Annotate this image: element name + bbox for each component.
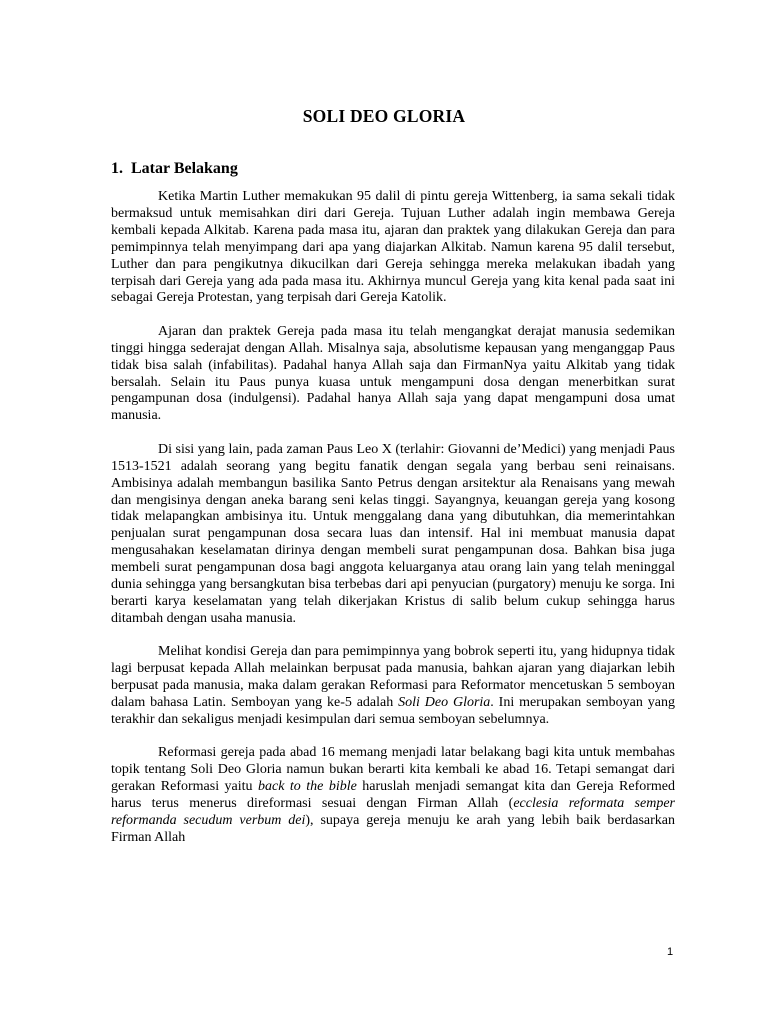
body-text — [111, 189, 675, 863]
paragraph-5-text-b: haruslah menjadi semangat kita dan Gereja Reformed harus terus menerus direformasi sesuai dengan Firman Allah ( — [111, 779, 675, 811]
paragraph-1: Ketika Martin Luther memakukan 95 dalil di pintu gereja Wittenberg, ia sama sekali tidak bermaksud untuk memisahkan diri dari Gereja. Tujuan Luther adalah ingin membawa Gereja kembali kepada Alkitab. Karena pada masa itu, ajaran dan praktek yang dilakukan Gereja dan para pemimpinnya telah menyimpang dari apa yang diajarkan Alkitab. Namun karena 95 dalil tersebut, Luther dan para pengikutnya dikucilkan dari Gereja sehingga mereka melakukan ibadah yang terpisah dari Gereja yang ada pada masa itu. Akhirnya muncul Gereja yang kita kenal pada saat ini sebagai Gereja Protestan, yang terpisah dari Gereja Katolik. — [111, 189, 675, 306]
paragraph-3: Di sisi yang lain, pada zaman Paus Leo X (terlahir: Giovanni de’Medici) yang menjadi Paus 1513-1521 adalah seorang yang begitu fanatik dengan segala yang berbau seni reinaisans. Ambisinya adalah membangun basilika Santo Petrus dengan arsitektur ala Renaisans yang mewah dan mengisinya dengan aneka barang seni kelas tinggi. Sayangnya, keuangan gereja yang kosong tidak melapangkan ambisinya itu. Untuk menggalang dana yang dibutuhkan, dia memerintahkan penjualan surat pengampunan dosa secara luas dan intensif. Hal ini membuat manusia dapat mengusahakan keselamatan dirinya dengan membeli surat pengampunan dosa. Bahkan bisa juga membeli surat pengampunan dosa bagi anggota keluarganya atau orang lain yang telah meninggal dunia sehingga yang bersangkutan bisa terbebas dari api penyucian (purgatory) menuju ke sorga. Ini berarti karya keselamatan yang telah dikerjakan Kristus di salib belum cukup sehingga harus ditambah dengan usaha manusia. — [111, 441, 675, 626]
paragraph-4 — [111, 644, 675, 729]
paragraph-4-text-b: . Ini merupakan semboyan yang terakhir dan sekaligus menjadi kesimpulan dari semua semboyan sebelumnya. — [111, 694, 675, 727]
section-title: Latar Belakang — [131, 160, 238, 177]
paragraph-5 — [111, 745, 675, 846]
section-heading — [111, 160, 238, 178]
document-title: SOLI DEO GLORIA — [302, 106, 466, 126]
paragraph-5-text-a: Reformasi gereja pada abad 16 memang menjadi latar belakang bagi kita untuk membahas topik tentang Soli Deo Gloria namun bukan berarti kita kembali ke abad 16. Tetapi semangat dari gerakan Reformasi yaitu — [111, 745, 675, 795]
paragraph-5-latin-motto: ecclesia reformata semper reformanda secudum verbum dei — [111, 796, 675, 828]
paragraph-4-text-a: Melihat kondisi Gereja dan para pemimpinnya yang bobrok seperti itu, yang hidupnya tidak lagi berpusat kepada Allah melainkan berpusat pada manusia, bahkan ajaran yang diajarkan lebih berpusat pada manusia, maka dalam gerakan Reformasi para Reformator mencetuskan 5 semboyan dalam bahasa Latin. Semboyan yang ke-5 adalah — [111, 644, 675, 710]
paragraph-2: Ajaran dan praktek Gereja pada masa itu telah mengangkat derajat manusia sedemikan tinggi hingga sederajat dengan Allah. Misalnya saja, absolutisme kepausan yang menganggap Paus tidak bisa salah (infabilitas). Padahal hanya Allah saja dan FirmanNya yaitu Alkitab yang tidak bersalah. Selain itu Paus punya kuasa untuk mengampuni dosa dengan menerbitkan surat pengampunan dosa (indulgensi). Padahal hanya Allah saja yang dapat mengampuni dosa umat manusia. — [111, 323, 675, 424]
paragraph-4-italic-term: Soli Deo Gloria — [398, 694, 491, 710]
section-number: 1. — [111, 160, 123, 177]
paragraph-5-text-c: ), supaya gereja menuju ke arah yang lebih baik berdasarkan Firman Allah — [111, 812, 676, 845]
page-number: 1 — [667, 946, 674, 958]
paragraph-5-italic-phrase: back to the bible — [258, 779, 357, 795]
